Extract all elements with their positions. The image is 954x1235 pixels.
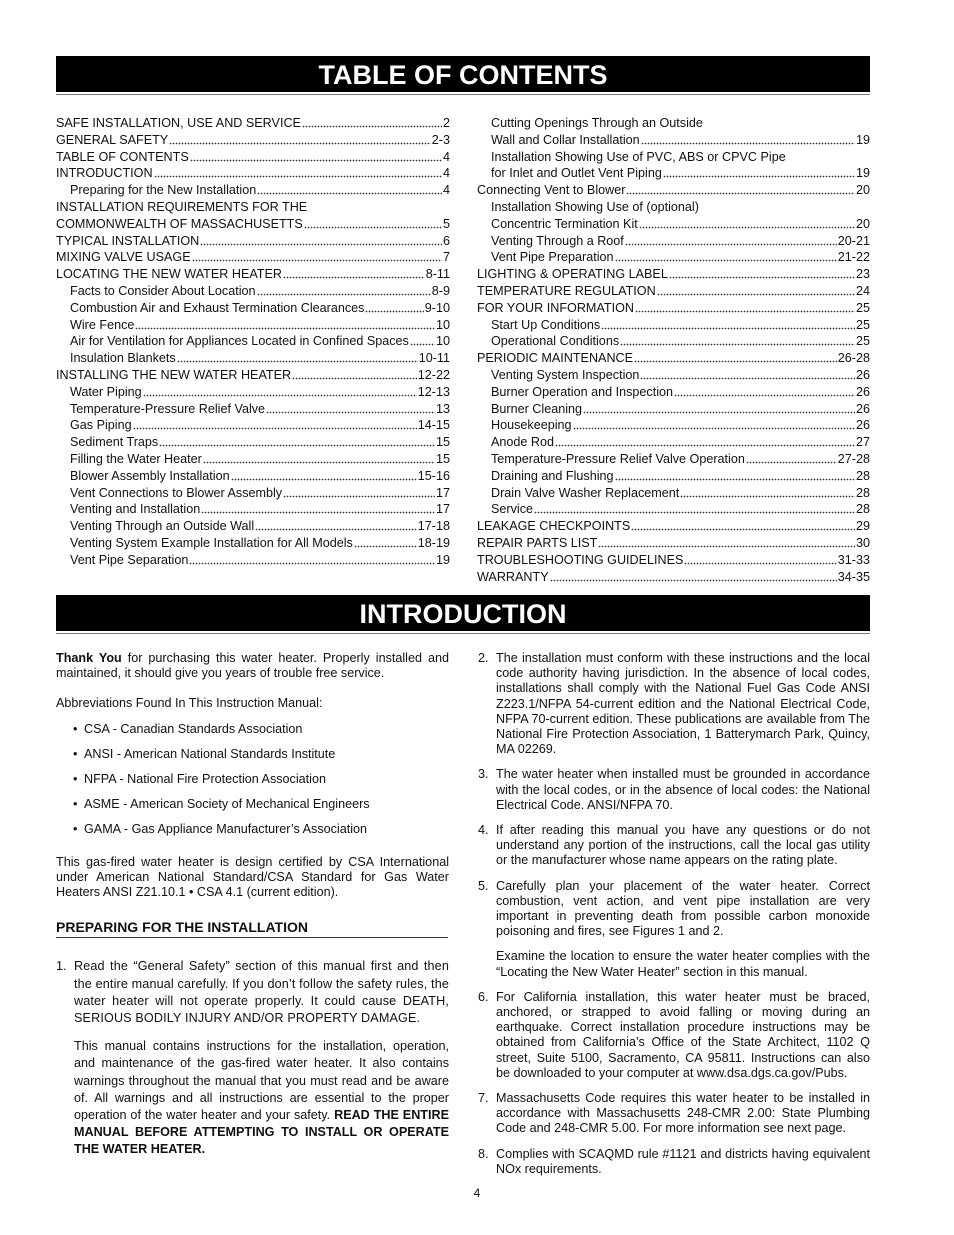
toc-entry-page: 25 [855, 334, 870, 349]
toc-leader-dots [639, 219, 855, 231]
toc-entry-title: LEAKAGE CHECKPOINTS [477, 519, 631, 534]
toc-leader-dots [684, 555, 836, 567]
toc-entry-page: 14-15 [417, 418, 450, 433]
toc-entry [477, 401, 870, 418]
toc-leader-dots [133, 420, 417, 432]
toc-leader-dots [189, 555, 435, 567]
toc-leader-dots [257, 185, 442, 197]
thank-you-paragraph [56, 651, 449, 681]
toc-entry [56, 485, 450, 502]
toc-entry-title: LIGHTING & OPERATING LABEL [477, 267, 668, 282]
toc-entry-page: 28 [855, 502, 870, 517]
toc-entry [477, 199, 870, 216]
toc-rule [56, 94, 870, 95]
abbreviation-item: • ANSI - American National Standards Institute [56, 747, 449, 762]
toc-entry-title: Filling the Water Heater [70, 451, 202, 466]
toc-entry-page: 25 [855, 300, 870, 315]
toc-entry-title: Venting Through a Roof [491, 233, 624, 248]
toc-entry [56, 401, 450, 418]
item-paragraph-2-bold: READ THE ENTIRE MANUAL BEFORE ATTEMPTING TO INSTALL OR OPERATE THE WATER HEATER. [74, 1108, 449, 1157]
toc-entry [56, 552, 450, 569]
toc-entry-page: 15-16 [417, 468, 450, 483]
item-number: 6. [478, 989, 489, 1004]
intro-item-5 [478, 879, 870, 980]
toc-leader-dots [354, 538, 417, 550]
item-paragraph-2 [74, 1038, 449, 1158]
toc-entry [56, 367, 450, 384]
toc-entry-page: 6 [442, 233, 450, 248]
toc-entry [477, 317, 870, 334]
toc-entry-page: 19 [435, 552, 450, 567]
toc-entry-page: 21-22 [837, 250, 870, 265]
toc-entry [477, 283, 870, 300]
toc-entry [56, 115, 450, 132]
abbreviation-list [56, 722, 449, 838]
toc-entry [56, 249, 450, 266]
toc-entry-page: 13 [435, 401, 450, 416]
toc-leader-dots [746, 454, 837, 466]
toc-entry-page: 26 [855, 367, 870, 382]
toc-entry-page: 8-11 [425, 267, 450, 282]
intro-item-6 [478, 990, 870, 1081]
toc-leader-dots [583, 404, 855, 416]
toc-entry [477, 300, 870, 317]
toc-entry-title: GENERAL SAFETY [56, 132, 169, 147]
toc-entry-title: Burner Operation and Inspection [491, 384, 674, 399]
toc-entry [56, 518, 450, 535]
toc-leader-dots [680, 488, 855, 500]
toc-entry-title: Anode Rod [491, 435, 555, 450]
toc-entry-page: 26-28 [837, 351, 870, 366]
intro-left-column [56, 651, 449, 1159]
toc-leader-dots [410, 336, 435, 348]
toc-leader-dots [534, 504, 855, 516]
toc-entry-title: FOR YOUR INFORMATION [477, 300, 634, 315]
item-text: For California installation, this water heater must be braced, anchored, or strapped to avoid falling or moving during an earthquake. Correct installation procedure instructions may be obtained from California’s Office of the State Architect, 1102 Q street, Suite 5100, Sacramento, CA 95811. Instructions can also be downloaded to your computer at www.dsa.dgs.ca.gov/Pubs. [496, 989, 870, 1080]
toc-entry-page: 17 [435, 502, 450, 517]
toc-entry-title: Connecting Vent to Blower [477, 183, 626, 198]
toc-leader-dots [550, 572, 837, 584]
toc-entry [56, 468, 450, 485]
toc-entry-title: Venting System Inspection [491, 367, 640, 382]
item-text: Massachusetts Code requires this water heater to be installed in accordance with Massachusetts 248-CMR 2.00: State Plumbing Code and 248-CMR 5.00. For more information see next page. [496, 1091, 870, 1136]
intro-right-column [478, 651, 870, 1177]
toc-entry [56, 165, 450, 182]
item-body [496, 651, 870, 757]
toc-entry-page: 27 [855, 435, 870, 450]
toc-entry-title: Preparing for the New Installation [70, 183, 257, 198]
abbr-heading: Abbreviations Found In This Instruction Manual: [56, 696, 323, 711]
toc-entry [56, 199, 450, 216]
toc-entry-title: Burner Cleaning [491, 401, 583, 416]
toc-entry-page: 7 [442, 250, 450, 265]
toc-entry-page: 12-13 [417, 384, 450, 399]
toc-entry-title: Venting Through an Outside Wall [70, 519, 255, 534]
toc-leader-dots [143, 387, 417, 399]
toc-entry-title: Facts to Consider About Location [70, 283, 256, 298]
toc-leader-dots [626, 185, 855, 197]
toc-leader-dots [573, 420, 855, 432]
toc-entry [477, 350, 870, 367]
toc-leader-dots [615, 252, 837, 264]
toc-entry [56, 317, 450, 334]
toc-entry [56, 149, 450, 166]
toc-entry-page: 30 [855, 535, 870, 550]
toc-leader-dots [615, 471, 855, 483]
toc-leader-dots [302, 118, 442, 130]
toc-leader-dots [192, 252, 442, 264]
toc-entry-title: Wire Fence [70, 317, 135, 332]
toc-entry-page: 10 [435, 334, 450, 349]
toc-leader-dots [292, 370, 417, 382]
intro-banner [56, 595, 870, 634]
toc-entry-title: REPAIR PARTS LIST [477, 535, 598, 550]
toc-entry-title: Vent Pipe Preparation [491, 250, 614, 265]
toc-entry-page: 25 [855, 317, 870, 332]
abbreviation-item: • ASME - American Society of Mechanical Engineers [56, 797, 449, 812]
item-body [496, 879, 870, 980]
toc-entry [477, 384, 870, 401]
toc-entry-title: Start Up Conditions [491, 317, 601, 332]
toc-entry-page: 28 [855, 485, 870, 500]
toc-entry-page: 27-28 [837, 451, 870, 466]
toc-leader-dots [598, 538, 855, 550]
toc-entry-page: 8-9 [431, 283, 450, 298]
intro-item-8 [478, 1147, 870, 1177]
toc-entry-title: Vent Pipe Separation [70, 552, 189, 567]
item-body [496, 823, 870, 869]
toc-leader-dots [190, 152, 442, 164]
toc-entry-page: 2 [442, 116, 450, 130]
toc-entry-title: Operational Conditions [491, 334, 620, 349]
abbreviation-item: • GAMA - Gas Appliance Manufacturer’s Association [56, 822, 449, 837]
toc-entry-page: 10 [435, 317, 450, 332]
toc-entry-page: 26 [855, 384, 870, 399]
toc-right-column [477, 115, 870, 585]
toc-entry [477, 468, 870, 485]
toc-entry-title: Air for Ventilation for Appliances Located in Confined Spaces [70, 334, 409, 349]
toc-leader-dots [625, 236, 837, 248]
toc-entry-title: Vent Connections to Blower Assembly [70, 485, 283, 500]
item-text: Read the “General Safety” section of this manual first and then the entire manual carefully. If you don’t follow the safety rules, the water heater will not operate properly. It could cause DEATH, SERIOUS BODILY INJURY AND/OR PROPERTY DAMAGE. [74, 959, 449, 1026]
toc-entry-title: Service [491, 502, 533, 517]
toc-leader-dots [635, 303, 855, 315]
toc-entry-title: INSTALLING THE NEW WATER HEATER [56, 367, 292, 382]
toc-entry-title: Temperature-Pressure Relief Valve Operation [491, 451, 745, 466]
toc-leader-dots [177, 353, 418, 365]
toc-entry [477, 569, 870, 586]
toc-entry [477, 535, 870, 552]
item-body [496, 1091, 870, 1137]
toc-leader-dots [657, 286, 855, 298]
toc-entry-title: Venting and Installation [70, 502, 201, 517]
item-body [496, 767, 870, 813]
toc-entry-page: 12-22 [417, 367, 450, 382]
toc-entry-title: TEMPERATURE REGULATION [477, 283, 656, 298]
toc-entry [56, 417, 450, 434]
intro-item-3 [478, 767, 870, 813]
toc-entry-title: Sediment Traps [70, 435, 159, 450]
item-number: 4. [478, 823, 489, 838]
item-paragraph-2-text: This manual contains instructions for the installation, operation, and maintenance of the gas-fired water heater. It also contains warnings throughout the manual that you must read and be aware of. All warnings and all instructions are essential to the proper operation of the water heater and your safety. [74, 1039, 449, 1123]
page-number: 4 [473, 1186, 481, 1200]
toc-entry-page: 20 [855, 183, 870, 198]
toc-entry-title: Wall and Collar Installation [491, 132, 640, 147]
toc-entry-page: 20-21 [837, 233, 870, 248]
toc-entry-page: 20 [855, 216, 870, 231]
toc-leader-dots [257, 286, 431, 298]
thank-you-bold: Thank You [56, 651, 122, 665]
intro-rule [56, 633, 870, 634]
prep-item-1 [56, 958, 449, 1158]
toc-leader-dots [601, 320, 855, 332]
toc-entry-page: 23 [855, 267, 870, 282]
item-number: 3. [478, 767, 489, 782]
toc-leader-dots [283, 269, 425, 281]
toc-entry-title: SAFE INSTALLATION, USE AND SERVICE [56, 116, 301, 130]
toc-entry-page: 15 [435, 435, 450, 450]
toc-entry [477, 518, 870, 535]
toc-entry [56, 350, 450, 367]
toc-entry-page: 24 [855, 283, 870, 298]
toc-entry-title: Water Piping [70, 384, 142, 399]
toc-entry-page: 4 [442, 149, 450, 164]
toc-entry-page: 17-18 [417, 519, 450, 534]
toc-entry [56, 384, 450, 401]
toc-entry-title: Draining and Flushing [491, 468, 614, 483]
toc-entry-title: Combustion Air and Exhaust Termination Clearances [70, 300, 365, 315]
toc-entry-title: PERIODIC MAINTENANCE [477, 351, 634, 366]
certification-paragraph: This gas-fired water heater is design certified by CSA International under American National Standard/CSA Standard for Gas Water Heaters ANSI Z21.10.1 • CSA 4.1 (current edition). [56, 854, 449, 900]
toc-leader-dots [159, 437, 435, 449]
toc-entry-title: Temperature-Pressure Relief Valve [70, 401, 266, 416]
toc-leader-dots [169, 135, 431, 147]
toc-entry-title: for Inlet and Outlet Vent Piping [491, 166, 662, 181]
toc-leader-dots [283, 488, 435, 500]
toc-leader-dots [304, 219, 442, 231]
toc-leader-dots [365, 303, 423, 315]
toc-entry [56, 333, 450, 350]
toc-entry [477, 501, 870, 518]
abbreviation-item: • CSA - Canadian Standards Association [56, 722, 449, 737]
item-number: 2. [478, 651, 489, 665]
toc-entry-title: Gas Piping [70, 418, 132, 433]
toc-leader-dots [631, 521, 855, 533]
toc-entry-page: 18-19 [417, 535, 450, 550]
toc-leader-dots [674, 387, 855, 399]
toc-entry-page: 34-35 [837, 569, 870, 584]
toc-entry [477, 367, 870, 384]
toc-entry-page: 17 [435, 485, 450, 500]
toc-entry-title: COMMONWEALTH OF MASSACHUSETTS [56, 216, 303, 231]
toc-leader-dots [634, 353, 837, 365]
toc-entry [56, 216, 450, 233]
toc-entry [477, 165, 870, 182]
item-body [496, 990, 870, 1081]
toc-entry [477, 249, 870, 266]
toc-entry-title: Housekeeping [491, 418, 572, 433]
toc-leader-dots [663, 168, 855, 180]
toc-entry-page: 28 [855, 468, 870, 483]
toc-entry [56, 132, 450, 149]
toc-entry [56, 434, 450, 451]
toc-entry [477, 233, 870, 250]
toc-entry-page: 26 [855, 401, 870, 416]
toc-entry-title: WARRANTY [477, 569, 549, 584]
toc-leader-dots [135, 320, 435, 332]
toc-entry-page: 2-3 [431, 132, 450, 147]
toc-banner [56, 56, 870, 95]
item-body [74, 958, 449, 1158]
toc-entry [477, 216, 870, 233]
toc-entry [56, 451, 450, 468]
toc-entry-title: Installation Showing Use of (optional) [491, 199, 699, 214]
toc-entry [477, 451, 870, 468]
prep-heading: PREPARING FOR THE INSTALLATION [56, 920, 448, 938]
intro-item-7 [478, 1091, 870, 1137]
toc-leader-dots [669, 269, 855, 281]
toc-entry-title: TYPICAL INSTALLATION [56, 233, 200, 248]
intro-item-4 [478, 823, 870, 869]
item-number: 7. [478, 1091, 489, 1106]
toc-entry [477, 132, 870, 149]
toc-entry-page: 10-11 [418, 351, 450, 366]
toc-entry [56, 233, 450, 250]
intro-title: INTRODUCTION [56, 595, 870, 631]
toc-leader-dots [200, 236, 442, 248]
item-number: 5. [478, 878, 489, 893]
toc-entry-page: 4 [442, 166, 450, 181]
toc-leader-dots [154, 168, 442, 180]
toc-entry-title: Installation Showing Use of PVC, ABS or CPVC Pipe [491, 149, 786, 164]
toc-entry [56, 266, 450, 283]
toc-entry [477, 115, 870, 132]
toc-entry [56, 501, 450, 518]
item-text: The installation must conform with these instructions and the local code authority having jurisdiction. In the absence of local codes, installations shall comply with the National Fuel Gas Code ANSI Z223.1/NFPA 54-current edition and the National Electrical Code, NFPA 70-current edition. These publications are available from The National Fire Protection Association, 1 Batterymarch Park, Quincy, MA 02269. [496, 651, 870, 757]
item-text: Complies with SCAQMD rule #1121 and districts having equivalent NOx requirements. [496, 1146, 870, 1176]
toc-entry-title: LOCATING THE NEW WATER HEATER [56, 267, 282, 282]
toc-leader-dots [641, 135, 855, 147]
toc-left-column [56, 115, 450, 569]
item-text: If after reading this manual you have any questions or do not understand any portion of the instructions, call the local gas utility or the manufacturer whose name appears on the rating plate. [496, 823, 870, 868]
toc-entry-page: 19 [855, 132, 870, 147]
toc-entry [477, 417, 870, 434]
toc-entry-title: Cutting Openings Through an Outside [491, 116, 703, 130]
thank-you-text: for purchasing this water heater. Properly installed and maintained, it should give you years of trouble free service. [56, 651, 449, 681]
item-number: 1. [56, 959, 67, 974]
toc-title: TABLE OF CONTENTS [56, 56, 870, 92]
toc-leader-dots [231, 471, 417, 483]
toc-entry [56, 283, 450, 300]
abbreviation-item: • NFPA - National Fire Protection Association [56, 772, 449, 787]
toc-entry [56, 535, 450, 552]
toc-entry-page: 5 [442, 216, 450, 231]
intro-item-2 [478, 651, 870, 757]
item-body [496, 1147, 870, 1177]
toc-entry [477, 182, 870, 199]
item-text: The water heater when installed must be grounded in accordance with the local codes, or in the absence of local codes: the National Electrical Code. ANSI/NFPA 70. [496, 767, 870, 812]
toc-leader-dots [555, 437, 855, 449]
toc-entry-page: 15 [435, 451, 450, 466]
toc-leader-dots [266, 404, 435, 416]
toc-leader-dots [203, 454, 435, 466]
toc-entry-page: 19 [855, 166, 870, 181]
toc-leader-dots [620, 336, 855, 348]
toc-entry-title: MIXING VALVE USAGE [56, 250, 191, 265]
toc-entry [477, 333, 870, 350]
toc-entry-title: Drain Valve Washer Replacement [491, 485, 680, 500]
toc-entry-title: Concentric Termination Kit [491, 216, 638, 231]
toc-entry [477, 434, 870, 451]
toc-entry [477, 552, 870, 569]
item-extra-text: Examine the location to ensure the water heater complies with the “Locating the New Water Heater” section in this manual. [496, 949, 870, 979]
toc-entry-title: INTRODUCTION [56, 166, 153, 181]
toc-entry [56, 182, 450, 199]
toc-entry-title: TABLE OF CONTENTS [56, 149, 189, 164]
toc-entry-page: 4 [442, 183, 450, 198]
toc-entry-title: INSTALLATION REQUIREMENTS FOR THE [56, 199, 308, 214]
toc-entry [477, 485, 870, 502]
item-text: Carefully plan your placement of the water heater. Correct combustion, vent action, and vent pipe installation are very important in preventing death from possible carbon monoxide poisoning and fires, see Figures 1 and 2. [496, 878, 870, 939]
item-number: 8. [478, 1146, 489, 1161]
toc-entry-title: TROUBLESHOOTING GUIDELINES [477, 552, 684, 567]
toc-entry-page: 9-10 [424, 300, 450, 315]
toc-entry-page: 29 [855, 519, 870, 534]
toc-entry-page: 31-33 [837, 552, 870, 567]
toc-leader-dots [255, 521, 417, 533]
toc-entry-title: Blower Assembly Installation [70, 468, 230, 483]
toc-entry [477, 266, 870, 283]
toc-entry-title: Insulation Blankets [70, 351, 176, 366]
toc-leader-dots [640, 370, 855, 382]
toc-leader-dots [201, 504, 435, 516]
toc-entry [56, 300, 450, 317]
toc-entry [477, 149, 870, 166]
toc-entry-page: 26 [855, 418, 870, 433]
toc-entry-title: Venting System Example Installation for All Models [70, 535, 353, 550]
